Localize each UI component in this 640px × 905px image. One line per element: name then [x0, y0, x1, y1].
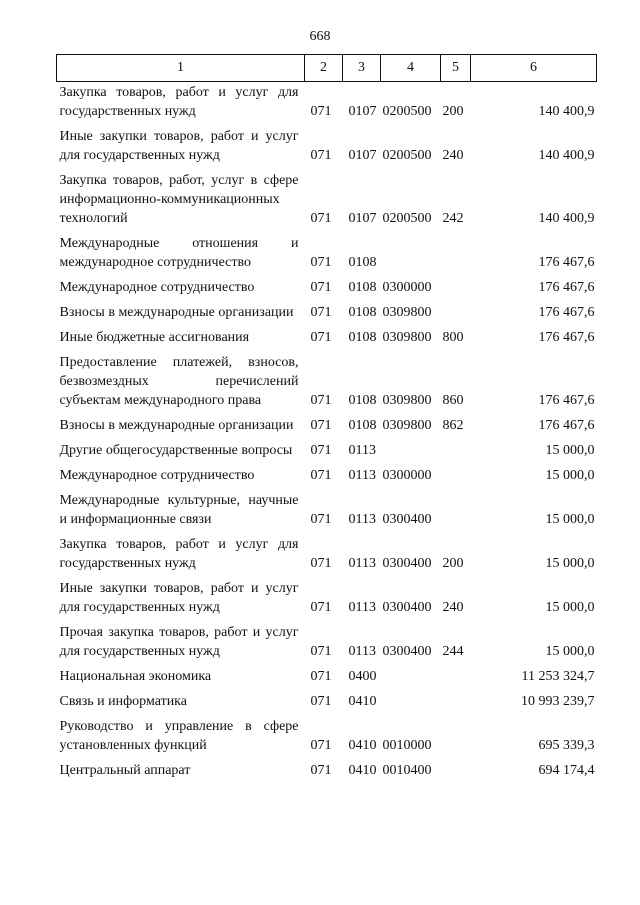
- row-code-4: 0010000: [382, 738, 432, 753]
- row-name: Закупка товаров, работ, услуг в сфере информационно-коммуникационных технологий: [59, 173, 299, 226]
- row-code-4: 0200500: [382, 211, 432, 226]
- row-code-5: [441, 273, 471, 298]
- table-row: [57, 323, 597, 348]
- table-row: [57, 122, 597, 166]
- row-code-3: 0108: [348, 305, 377, 320]
- row-code-3: 0113: [348, 468, 376, 483]
- row-name: Предоставление платежей, взносов, безвозмездных перечислений субъектам международного права: [59, 355, 299, 408]
- row-code-2: 071: [310, 694, 332, 709]
- row-amount: 140 400,9: [538, 104, 595, 119]
- table-row: [57, 574, 597, 618]
- row-code-4: 0300000: [382, 280, 432, 295]
- table-row: [57, 687, 597, 712]
- row-amount: 176 467,6: [538, 418, 595, 433]
- row-code-4: 0010400: [382, 763, 432, 778]
- row-code-5: [441, 436, 471, 461]
- row-name: Международные культурные, научные и информационные связи: [59, 493, 299, 527]
- table-header-row: [57, 55, 597, 82]
- row-code-4: 0300000: [382, 468, 432, 483]
- row-code-5: [441, 486, 471, 530]
- row-name: Закупка товаров, работ и услуг для государственных нужд: [59, 85, 299, 119]
- row-code-5: [441, 756, 471, 781]
- row-code-3: 0107: [348, 148, 377, 163]
- row-code-5: 800: [442, 330, 464, 345]
- row-amount: 15 000,0: [545, 512, 595, 527]
- row-code-3: 0108: [348, 255, 377, 270]
- column-header-4: 4: [381, 55, 441, 82]
- row-name: Взносы в международные организации: [59, 305, 294, 320]
- row-amount: 15 000,0: [545, 644, 595, 659]
- row-code-3: 0113: [348, 644, 376, 659]
- row-code-3: 0108: [348, 280, 377, 295]
- table-row: [57, 436, 597, 461]
- row-name: Прочая закупка товаров, работ и услуг для государственных нужд: [59, 625, 299, 659]
- row-amount: 15 000,0: [545, 556, 595, 571]
- row-code-5: [441, 662, 471, 687]
- page-number: 668: [309, 29, 331, 44]
- row-code-4: 0300400: [382, 556, 432, 571]
- row-code-4: [381, 662, 441, 687]
- table-row: [57, 712, 597, 756]
- row-code-3: 0410: [348, 694, 377, 709]
- row-name: Международное сотрудничество: [59, 468, 255, 483]
- row-code-5: 200: [442, 104, 464, 119]
- row-amount: 176 467,6: [538, 393, 595, 408]
- row-code-2: 071: [310, 255, 332, 270]
- row-code-2: 071: [310, 393, 332, 408]
- row-code-2: 071: [310, 556, 332, 571]
- row-code-3: 0107: [348, 211, 377, 226]
- row-code-3: 0410: [348, 763, 377, 778]
- row-code-2: 071: [310, 669, 332, 684]
- row-name: Иные закупки товаров, работ и услуг для государственных нужд: [59, 129, 299, 163]
- row-amount: 15 000,0: [545, 468, 595, 483]
- row-code-2: 071: [310, 600, 332, 615]
- row-amount: 176 467,6: [538, 255, 595, 270]
- row-name: Другие общегосударственные вопросы: [59, 443, 293, 458]
- row-code-4: 0200500: [382, 148, 432, 163]
- budget-table: [56, 54, 597, 781]
- row-name: Международное сотрудничество: [59, 280, 255, 295]
- row-code-4: 0309800: [382, 393, 432, 408]
- row-amount: 176 467,6: [538, 330, 595, 345]
- column-header-6: 6: [471, 55, 597, 82]
- row-code-5: 862: [442, 418, 464, 433]
- row-amount: 176 467,6: [538, 305, 595, 320]
- row-code-3: 0113: [348, 600, 376, 615]
- row-code-2: 071: [310, 512, 332, 527]
- row-name: Международные отношения и международное сотрудничество: [59, 236, 299, 270]
- column-header-5: 5: [441, 55, 471, 82]
- row-code-3: 0113: [348, 512, 376, 527]
- table-row: [57, 461, 597, 486]
- row-code-5: 240: [442, 148, 464, 163]
- row-amount: 15 000,0: [545, 443, 595, 458]
- row-code-3: 0108: [348, 393, 377, 408]
- table-row: [57, 486, 597, 530]
- row-code-3: 0410: [348, 738, 377, 753]
- table-row: [57, 756, 597, 781]
- row-amount: 140 400,9: [538, 211, 595, 226]
- row-code-4: 0300400: [382, 600, 432, 615]
- row-code-5: [441, 229, 471, 273]
- row-code-4: 0309800: [382, 418, 432, 433]
- row-code-3: 0108: [348, 418, 377, 433]
- row-code-4: 0300400: [382, 512, 432, 527]
- row-code-2: 071: [310, 644, 332, 659]
- row-code-4: 0309800: [382, 305, 432, 320]
- row-name: Центральный аппарат: [59, 763, 191, 778]
- table-row: [57, 348, 597, 411]
- row-code-4: 0300400: [382, 644, 432, 659]
- table-row: [57, 166, 597, 229]
- table-row: [57, 618, 597, 662]
- table-row: [57, 229, 597, 273]
- row-name: Национальная экономика: [59, 669, 212, 684]
- row-code-2: 071: [310, 305, 332, 320]
- row-amount: 694 174,4: [538, 763, 595, 778]
- table-row: [57, 662, 597, 687]
- row-amount: 695 339,3: [538, 738, 595, 753]
- table-body: [57, 82, 597, 782]
- row-code-5: [441, 687, 471, 712]
- row-code-4: [381, 229, 441, 273]
- row-amount: 11 253 324,7: [521, 669, 595, 684]
- row-code-5: 240: [442, 600, 464, 615]
- row-code-3: 0113: [348, 443, 376, 458]
- row-code-2: 071: [310, 148, 332, 163]
- row-code-3: 0108: [348, 330, 377, 345]
- row-code-5: [441, 461, 471, 486]
- row-name: Взносы в международные организации: [59, 418, 294, 433]
- row-code-2: 071: [310, 104, 332, 119]
- row-code-2: 071: [310, 763, 332, 778]
- row-name: Связь и информатика: [59, 694, 187, 709]
- table-row: [57, 298, 597, 323]
- row-amount: 10 993 239,7: [521, 694, 595, 709]
- row-code-3: 0107: [348, 104, 377, 119]
- row-code-5: 242: [442, 211, 464, 226]
- row-code-2: 071: [310, 738, 332, 753]
- table-row: [57, 82, 597, 123]
- row-code-2: 071: [310, 330, 332, 345]
- row-code-5: 200: [442, 556, 464, 571]
- row-code-4: 0309800: [382, 330, 432, 345]
- row-code-5: 860: [442, 393, 464, 408]
- row-code-4: 0200500: [382, 104, 432, 119]
- row-code-2: 071: [310, 468, 332, 483]
- column-header-1: 1: [57, 55, 305, 82]
- row-code-2: 071: [310, 280, 332, 295]
- row-name: Закупка товаров, работ и услуг для государственных нужд: [59, 537, 299, 571]
- row-amount: 15 000,0: [545, 600, 595, 615]
- row-code-3: 0113: [348, 556, 376, 571]
- row-code-5: [441, 712, 471, 756]
- row-code-4: [381, 687, 441, 712]
- column-header-3: 3: [343, 55, 381, 82]
- table-row: [57, 411, 597, 436]
- row-name: Иные закупки товаров, работ и услуг для государственных нужд: [59, 581, 299, 615]
- column-header-2: 2: [305, 55, 343, 82]
- row-code-2: 071: [310, 211, 332, 226]
- row-code-4: [381, 436, 441, 461]
- row-code-3: 0400: [348, 669, 377, 684]
- row-code-5: [441, 298, 471, 323]
- row-amount: 176 467,6: [538, 280, 595, 295]
- row-name: Иные бюджетные ассигнования: [59, 330, 250, 345]
- table-row: [57, 273, 597, 298]
- row-code-5: 244: [442, 644, 464, 659]
- row-amount: 140 400,9: [538, 148, 595, 163]
- row-code-2: 071: [310, 443, 332, 458]
- table-row: [57, 530, 597, 574]
- row-code-2: 071: [310, 418, 332, 433]
- row-name: Руководство и управление в сфере установленных функций: [59, 719, 299, 753]
